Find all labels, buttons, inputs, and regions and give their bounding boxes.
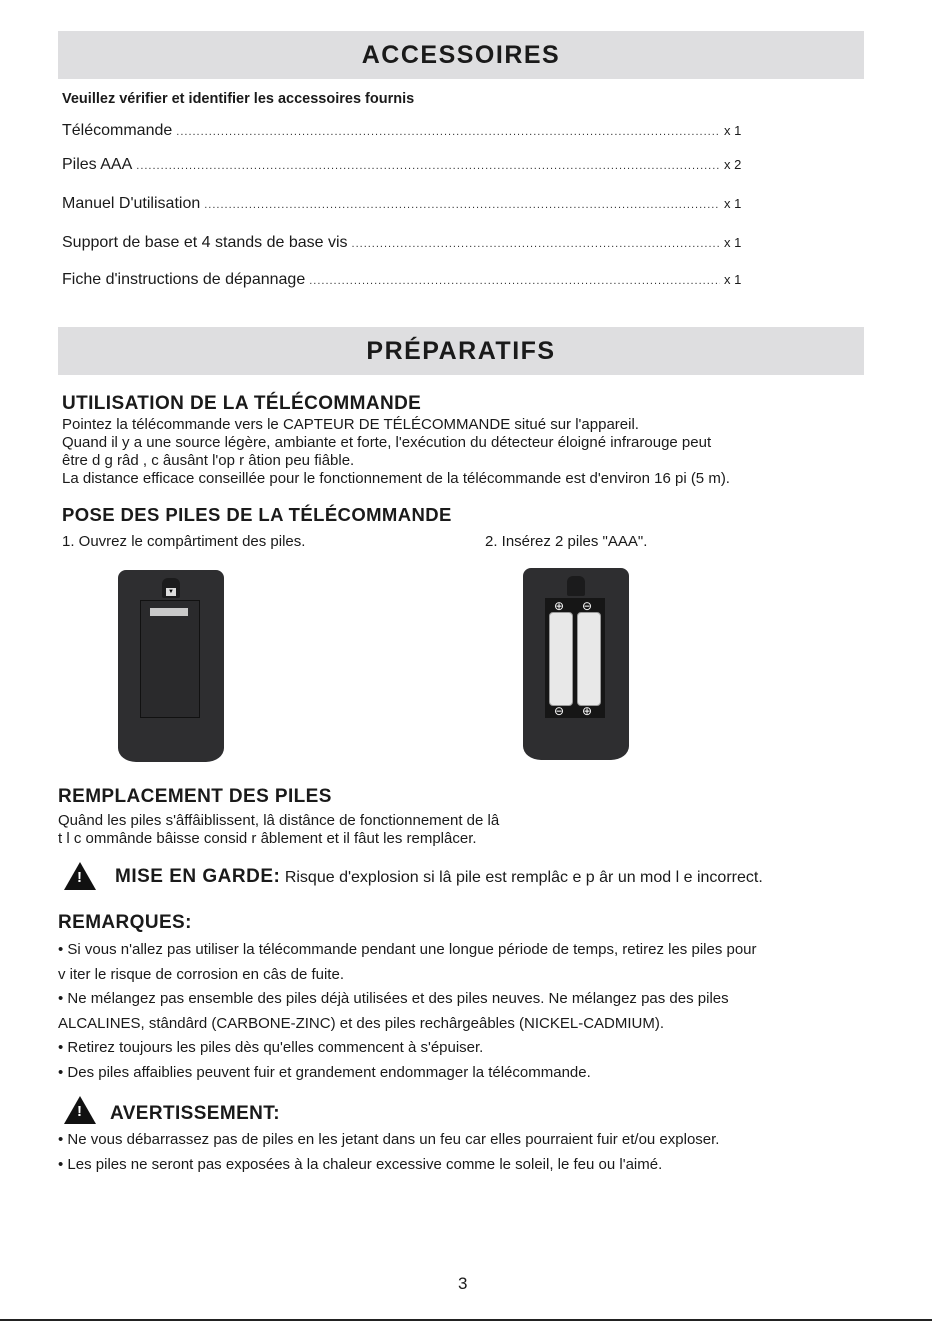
- battery-install-title: POSE DES PILES DE LA TÉLÉCOMMANDE: [62, 504, 452, 525]
- accessory-label: Piles AAA: [62, 156, 133, 173]
- battery-compartment: [545, 598, 605, 718]
- preparatifs-heading: PRÉPARATIFS: [58, 327, 864, 375]
- step-1-text: 1. Ouvrez le compârtiment des piles.: [62, 533, 306, 550]
- warning-icon: [64, 862, 96, 890]
- caution-line: [115, 866, 763, 888]
- battery-cover: [140, 600, 200, 718]
- text-line: La distance efficace conseillée pour le fonctionnement de la télécommande est d'environ 16 pi (5 m).: [62, 470, 730, 487]
- latch-icon: ▼: [162, 578, 180, 598]
- plus-icon: ⊕: [554, 599, 565, 613]
- remark-line: • Ne mélangez pas ensemble des piles déjà utilisées et des piles neuves. Ne mélangez pas des piles: [58, 990, 729, 1007]
- leader-dots: [176, 126, 720, 138]
- leader-dots: [204, 199, 720, 211]
- leader-dots: [136, 160, 720, 172]
- accessory-item: [62, 122, 752, 140]
- accessory-item: [62, 195, 752, 213]
- remark-line: • Des piles affaiblies peuvent fuir et grandement endommager la télécommande.: [58, 1063, 591, 1081]
- accessory-item: [62, 234, 752, 252]
- battery: [577, 612, 601, 706]
- accessories-intro: Veuillez vérifier et identifier les accessoires fournis: [62, 91, 415, 107]
- battery: [549, 612, 573, 706]
- warning-title: AVERTISSEMENT:: [110, 1103, 280, 1124]
- warning-line: • Ne vous débarrassez pas de piles en les jetant dans un feu car elles pourraient fuir et/ou exploser.: [58, 1131, 720, 1148]
- text-line: être d g râd , c âusânt l'op r âtion peu fiâble.: [62, 452, 355, 469]
- remarks-title: REMARQUES:: [58, 912, 192, 933]
- remarks-list: [58, 938, 888, 1085]
- minus-icon: ⊖: [554, 704, 565, 718]
- remote-closed-illustration: [118, 570, 224, 762]
- leader-dots: [352, 238, 720, 250]
- text-line: Quand il y a une source légère, ambiante et forte, l'exécution du détecteur éloigné infrarouge peut: [62, 434, 712, 451]
- remark-line: v iter le risque de corrosion en câs de fuite.: [58, 965, 344, 983]
- remote-use-title: UTILISATION DE LA TÉLÉCOMMANDE: [62, 393, 422, 414]
- accessory-qty: x 2: [724, 157, 742, 172]
- accessory-label: Fiche d'instructions de dépannage: [62, 271, 306, 288]
- accessory-qty: x 1: [724, 196, 742, 211]
- remark-line: • Retirez toujours les piles dès qu'elles commencent à s'épuiser.: [58, 1039, 484, 1056]
- accessories-heading: ACCESSOIRES: [58, 31, 864, 79]
- step-2-text: 2. Insérez 2 piles "AAA".: [485, 533, 648, 550]
- remark-line: ALCALINES, stândârd (CARBONE-ZINC) et des piles rechârgeâbles (NICKEL-CADMIUM).: [58, 1014, 665, 1032]
- cover-label: [150, 608, 188, 616]
- bottom-rule: [0, 1319, 932, 1321]
- accessory-label: Support de base et 4 stands de base vis: [62, 234, 348, 251]
- text-line: Quând les piles s'âffâiblissent, lâ distânce de fonctionnement de lâ: [58, 812, 500, 829]
- caution-label: MISE EN GARDE:: [115, 866, 281, 887]
- accessory-qty: x 1: [724, 235, 742, 250]
- battery-replace-text: [58, 812, 858, 848]
- text-line: Pointez la télécommande vers le CAPTEUR DE TÉLÉCOMMANDE situé sur l'appareil.: [62, 416, 639, 433]
- accessory-qty: x 1: [724, 123, 742, 138]
- plus-icon: ⊕: [582, 704, 593, 718]
- accessory-label: Télécommande: [62, 122, 173, 139]
- latch-icon: [567, 576, 585, 596]
- remark-line: • Si vous n'allez pas utiliser la télécommande pendant une longue période de temps, retirez les piles pour: [58, 941, 757, 958]
- page-number: 3: [458, 1274, 468, 1293]
- minus-icon: ⊖: [582, 599, 593, 613]
- caution-text: Risque d'explosion si lâ pile est remplâc e p âr un mod l e incorrect.: [284, 869, 763, 886]
- warning-icon: [64, 1096, 96, 1124]
- remote-use-text: [62, 416, 862, 488]
- accessory-qty: x 1: [724, 272, 742, 287]
- warning-list: [58, 1128, 888, 1177]
- text-line: t l c ommânde bâisse consid r âblement et il fâut les remplâcer.: [58, 830, 477, 847]
- remote-open-illustration: [523, 568, 629, 760]
- battery-replace-title: REMPLACEMENT DES PILES: [58, 786, 332, 807]
- warning-line: • Les piles ne seront pas exposées à la chaleur excessive comme le soleil, le feu ou l'aimé.: [58, 1155, 663, 1173]
- accessory-label: Manuel D'utilisation: [62, 195, 201, 212]
- accessory-item: [62, 156, 752, 174]
- accessory-item: [62, 271, 752, 289]
- leader-dots: [309, 275, 720, 287]
